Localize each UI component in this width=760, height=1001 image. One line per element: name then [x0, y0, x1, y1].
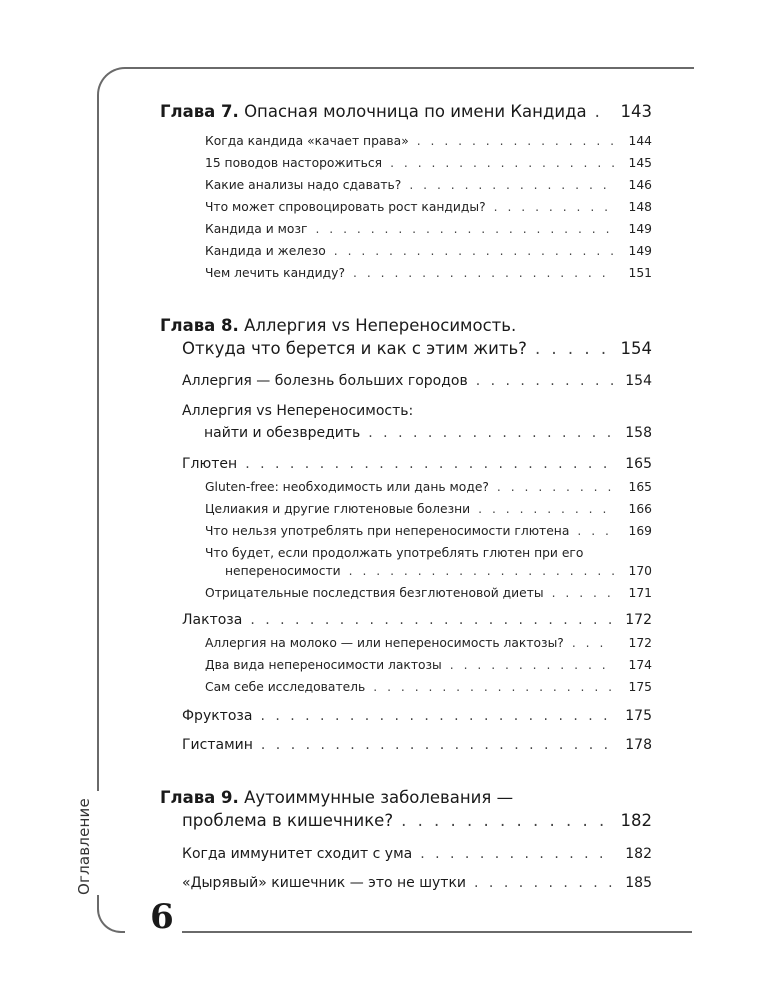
- section-title: Фруктоза: [182, 708, 253, 724]
- page-ref: 158: [625, 425, 652, 441]
- toc-entry[interactable]: [205, 636, 652, 650]
- page-ref: 182: [620, 811, 652, 830]
- page-ref: 185: [625, 875, 652, 891]
- toc-entry[interactable]: [205, 680, 652, 694]
- entry-title: Когда кандида «качает права»: [205, 134, 409, 148]
- page-ref: 175: [625, 708, 652, 724]
- page-ref: 143: [620, 102, 652, 121]
- toc-entry[interactable]: [205, 156, 652, 170]
- dot-leader: [476, 373, 614, 389]
- toc-chapter-8-line1[interactable]: [160, 316, 516, 335]
- dot-leader: [409, 178, 614, 192]
- section-title: Гистамин: [182, 737, 253, 753]
- toc-chapter-9-line1[interactable]: [160, 788, 513, 807]
- dot-leader: [250, 612, 614, 628]
- dot-leader: [494, 200, 614, 214]
- chapter-title: Аллергия vs Непереносимость.: [244, 316, 517, 335]
- page-ref: 178: [625, 737, 652, 753]
- page-ref: 154: [625, 373, 652, 389]
- entry-title: Какие анализы надо сдавать?: [205, 178, 402, 192]
- dot-leader: [497, 480, 614, 494]
- entry-title: Сам себе исследователь: [205, 680, 366, 694]
- toc-entry[interactable]: [205, 266, 652, 280]
- page-ref: 175: [628, 680, 652, 694]
- page-ref: 166: [628, 502, 652, 516]
- dot-leader: [368, 425, 614, 441]
- page-ref: 165: [628, 480, 652, 494]
- chapter-title-cont: Откуда что берется и как с этим жить?: [182, 339, 527, 358]
- toc-section[interactable]: [182, 708, 652, 724]
- section-title-cont: найти и обезвредить: [204, 425, 361, 441]
- frame-corner-border: [97, 895, 125, 933]
- frame-bottom-border: [182, 931, 692, 933]
- entry-title: Кандида и мозг: [205, 222, 308, 236]
- toc-section[interactable]: [182, 846, 652, 862]
- page-ref: 144: [628, 134, 652, 148]
- dot-leader: [474, 875, 614, 891]
- dot-leader: [349, 564, 614, 578]
- page-ref: 182: [625, 846, 652, 862]
- page-number: 6: [150, 897, 174, 937]
- dot-leader: [261, 737, 614, 753]
- toc-chapter-7[interactable]: [160, 102, 652, 121]
- entry-title: 15 поводов насторожиться: [205, 156, 383, 170]
- entry-title: Gluten-free: необходимость или дань моде?: [205, 480, 489, 494]
- page-ref: 149: [628, 244, 652, 258]
- dot-leader: [245, 456, 614, 472]
- toc-entry-line1[interactable]: [205, 546, 583, 560]
- toc-entry[interactable]: [205, 524, 652, 538]
- dot-leader: [478, 502, 614, 516]
- toc-entry[interactable]: [205, 586, 652, 600]
- dot-leader: [401, 811, 610, 830]
- dot-leader: [390, 156, 614, 170]
- toc-section-line2[interactable]: [204, 425, 652, 441]
- entry-title: Отрицательные последствия безглютеновой диеты: [205, 586, 544, 600]
- dot-leader: [595, 102, 611, 121]
- dot-leader: [420, 846, 614, 862]
- entry-title: Кандида и железо: [205, 244, 326, 258]
- chapter-label: Глава 8.: [160, 316, 239, 335]
- entry-title: Что будет, если продолжать употреблять глютен при его: [205, 546, 584, 560]
- toc-section-line1[interactable]: [182, 403, 413, 419]
- entry-title: Что может спровоцировать рост кандиды?: [205, 200, 486, 214]
- toc-entry[interactable]: [205, 658, 652, 672]
- entry-title: Целиакия и другие глютеновые болезни: [205, 502, 471, 516]
- chapter-label: Глава 7.: [160, 102, 239, 121]
- entry-title: Два вида непереносимости лактозы: [205, 658, 442, 672]
- section-title: Лактоза: [182, 612, 243, 628]
- page-ref: 165: [625, 456, 652, 472]
- page-ref: 170: [628, 564, 652, 578]
- dot-leader: [315, 222, 614, 236]
- toc-entry[interactable]: [205, 200, 652, 214]
- page-ref: 172: [625, 612, 652, 628]
- dot-leader: [334, 244, 614, 258]
- page-ref: 145: [628, 156, 652, 170]
- dot-leader: [373, 680, 614, 694]
- toc-entry[interactable]: [205, 178, 652, 192]
- page-ref: 146: [628, 178, 652, 192]
- toc-entry[interactable]: [205, 480, 652, 494]
- page-ref: 151: [628, 266, 652, 280]
- toc-entry[interactable]: [205, 222, 652, 236]
- side-section-label: Оглавление: [75, 798, 93, 895]
- chapter-label: Глава 9.: [160, 788, 239, 807]
- dot-leader: [572, 636, 614, 650]
- toc-section[interactable]: [182, 737, 652, 753]
- dot-leader: [577, 524, 614, 538]
- toc-entry[interactable]: [205, 502, 652, 516]
- section-title: Когда иммунитет сходит с ума: [182, 846, 413, 862]
- entry-title: Аллергия на молоко — или непереносимость лактозы?: [205, 636, 564, 650]
- toc-chapter-9-line2[interactable]: [182, 811, 652, 830]
- toc-section[interactable]: [182, 456, 652, 472]
- chapter-title: Аутоиммунные заболевания —: [244, 788, 514, 807]
- dot-leader: [535, 339, 611, 358]
- toc-entry-line2[interactable]: [225, 564, 652, 578]
- page-ref: 172: [628, 636, 652, 650]
- page-ref: 154: [620, 339, 652, 358]
- toc-section[interactable]: [182, 373, 652, 389]
- toc-chapter-8-line2[interactable]: [182, 339, 652, 358]
- dot-leader: [450, 658, 614, 672]
- toc-section[interactable]: [182, 612, 652, 628]
- entry-title: Что нельзя употреблять при непереносимости глютена: [205, 524, 570, 538]
- dot-leader: [552, 586, 614, 600]
- toc-entry[interactable]: [205, 244, 652, 258]
- section-title: Аллергия vs Непереносимость:: [182, 403, 414, 419]
- entry-title-cont: непереносимости: [225, 564, 341, 578]
- toc-section[interactable]: [182, 875, 652, 891]
- section-title: «Дырявый» кишечник — это не шутки: [182, 875, 467, 891]
- page-ref: 171: [628, 586, 652, 600]
- entry-title: Чем лечить кандиду?: [205, 266, 345, 280]
- dot-leader: [417, 134, 614, 148]
- page-ref: 169: [628, 524, 652, 538]
- page-ref: 149: [628, 222, 652, 236]
- toc-entry[interactable]: [205, 134, 652, 148]
- dot-leader: [353, 266, 614, 280]
- section-title: Глютен: [182, 456, 238, 472]
- page-ref: 174: [628, 658, 652, 672]
- dot-leader: [260, 708, 614, 724]
- chapter-title-cont: проблема в кишечнике?: [182, 811, 394, 830]
- chapter-title: Опасная молочница по имени Кандида: [244, 102, 587, 121]
- frame-top-border: [97, 67, 694, 99]
- section-title: Аллергия — болезнь больших городов: [182, 373, 468, 389]
- page-ref: 148: [628, 200, 652, 214]
- frame-left-border: [97, 96, 99, 791]
